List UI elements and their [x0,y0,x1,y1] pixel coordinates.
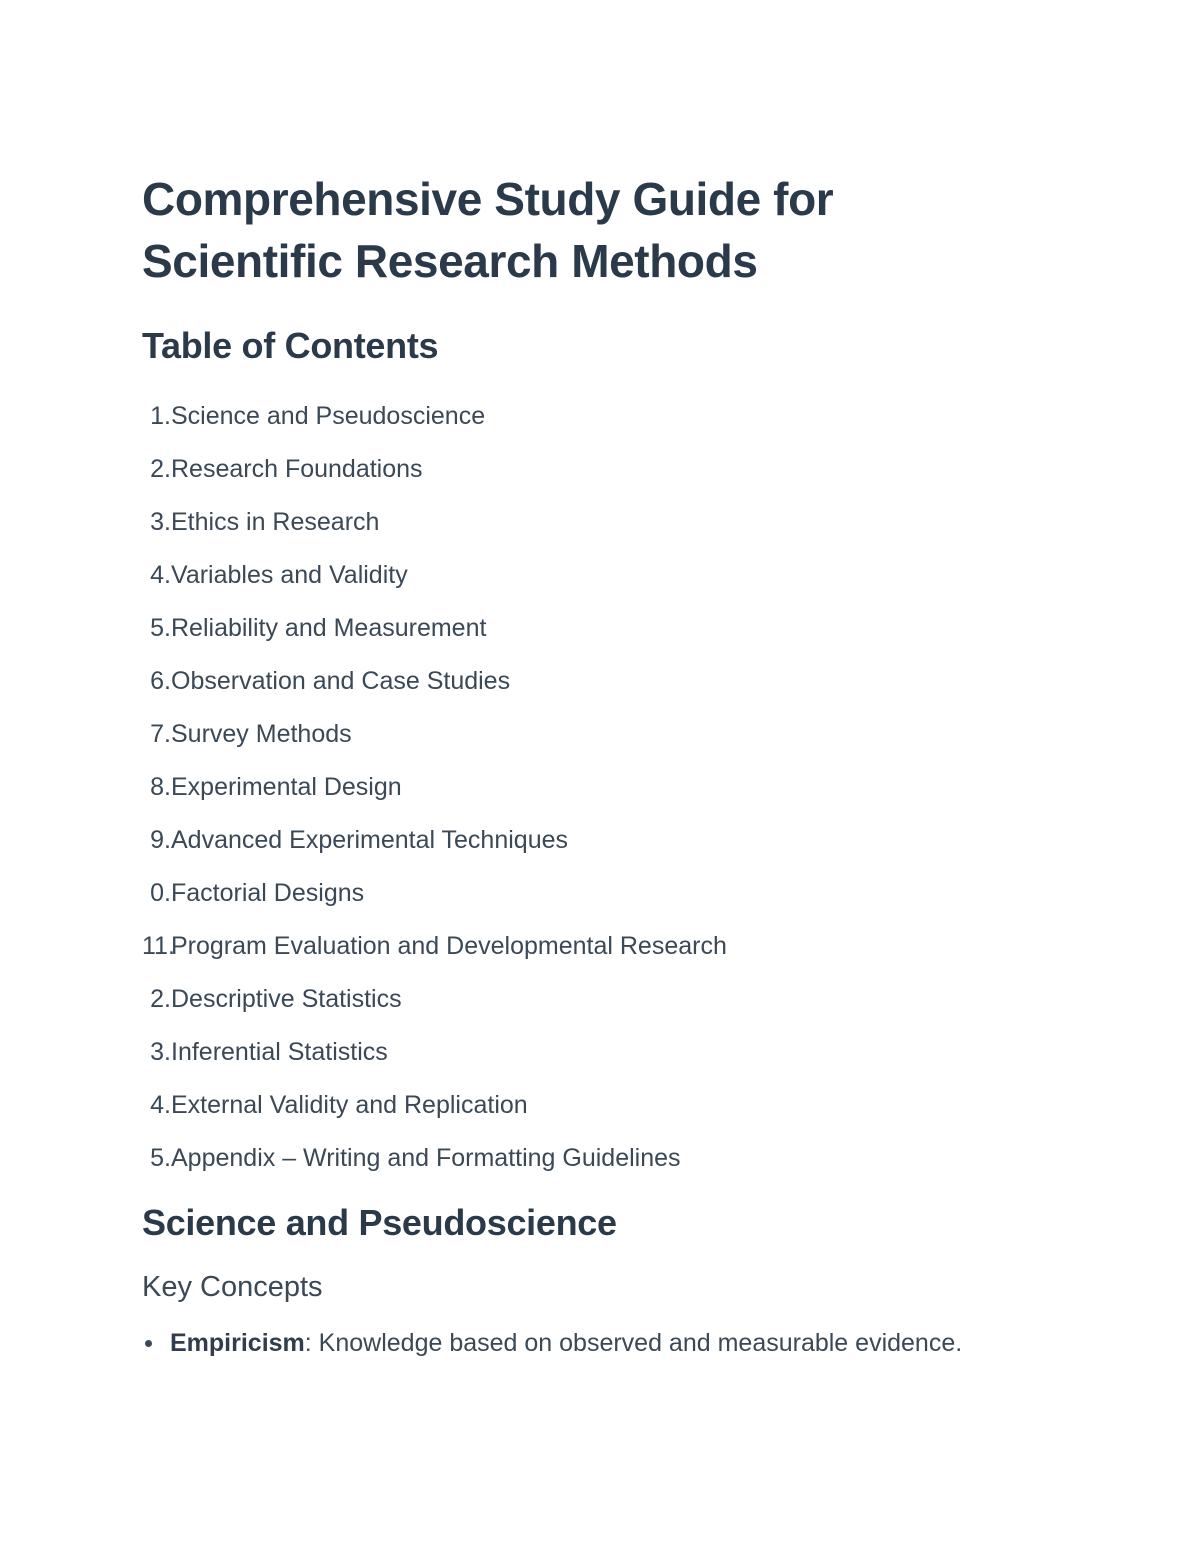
toc-item-number: 8. [150,773,171,801]
toc-item-number: 0. [150,879,171,907]
toc-item[interactable] [142,655,1102,708]
toc-item-number: 7. [150,720,171,748]
toc-item-number: 2. [150,455,171,483]
document-title [142,168,1102,292]
table-of-contents [142,390,1102,1185]
toc-item[interactable] [142,814,1102,867]
toc-item-label: Program Evaluation and Developmental Research [171,932,727,960]
toc-item-number: 3. [150,1038,171,1066]
toc-item-label: Advanced Experimental Techniques [171,826,569,854]
toc-item-number: 1. [150,402,171,430]
toc-item-number: 2. [150,985,171,1013]
toc-item-label: Science and Pseudoscience [171,402,486,430]
toc-item-label: Appendix – Writing and Formatting Guidelines [171,1144,681,1172]
toc-item-number: 9. [150,826,171,854]
toc-item-label: Experimental Design [171,773,402,801]
toc-item[interactable] [142,1079,1102,1132]
toc-item-label: Variables and Validity [171,561,408,589]
document-title-line-1: Comprehensive Study Guide for [142,173,834,225]
concept-term: Empiricism [170,1329,305,1357]
bullet-icon [145,1340,152,1347]
toc-item[interactable] [142,1026,1102,1079]
toc-item-label: Ethics in Research [171,508,380,536]
document-content [142,168,1102,1361]
toc-item-label: External Validity and Replication [171,1091,528,1119]
toc-item[interactable] [142,973,1102,1026]
concept-definition: : Knowledge based on observed and measurable evidence. [304,1329,963,1357]
toc-item-number: 5. [150,1144,171,1172]
toc-item[interactable] [142,549,1102,602]
toc-item-number: 3. [150,508,171,536]
toc-item-label: Inferential Statistics [171,1038,388,1066]
toc-item[interactable] [142,443,1102,496]
toc-item[interactable] [142,761,1102,814]
toc-item[interactable] [142,708,1102,761]
toc-item-number: 4. [150,1091,171,1119]
toc-item-label: Reliability and Measurement [171,614,487,642]
toc-item[interactable] [142,920,1102,973]
toc-item-label: Descriptive Statistics [171,985,402,1013]
toc-item[interactable] [142,390,1102,443]
toc-item-label: Survey Methods [171,720,352,748]
section-heading: Science and Pseudoscience [142,1202,617,1243]
toc-item-number: 4. [150,561,171,589]
section-subheading: Key Concepts [142,1271,323,1303]
toc-item[interactable] [142,496,1102,549]
toc-item-label: Factorial Designs [171,879,365,907]
toc-item[interactable] [142,602,1102,655]
toc-item-number: 6. [150,667,171,695]
toc-item[interactable] [142,867,1102,920]
toc-item-label: Research Foundations [171,455,423,483]
toc-heading: Table of Contents [142,325,439,366]
toc-item[interactable] [142,1132,1102,1185]
list-item [142,1325,1102,1361]
toc-item-number: 5. [150,614,171,642]
toc-item-label: Observation and Case Studies [171,667,511,695]
toc-item-number: 11. [142,932,175,960]
key-concepts-list [142,1325,1102,1361]
document-title-line-2: Scientific Research Methods [142,235,758,287]
